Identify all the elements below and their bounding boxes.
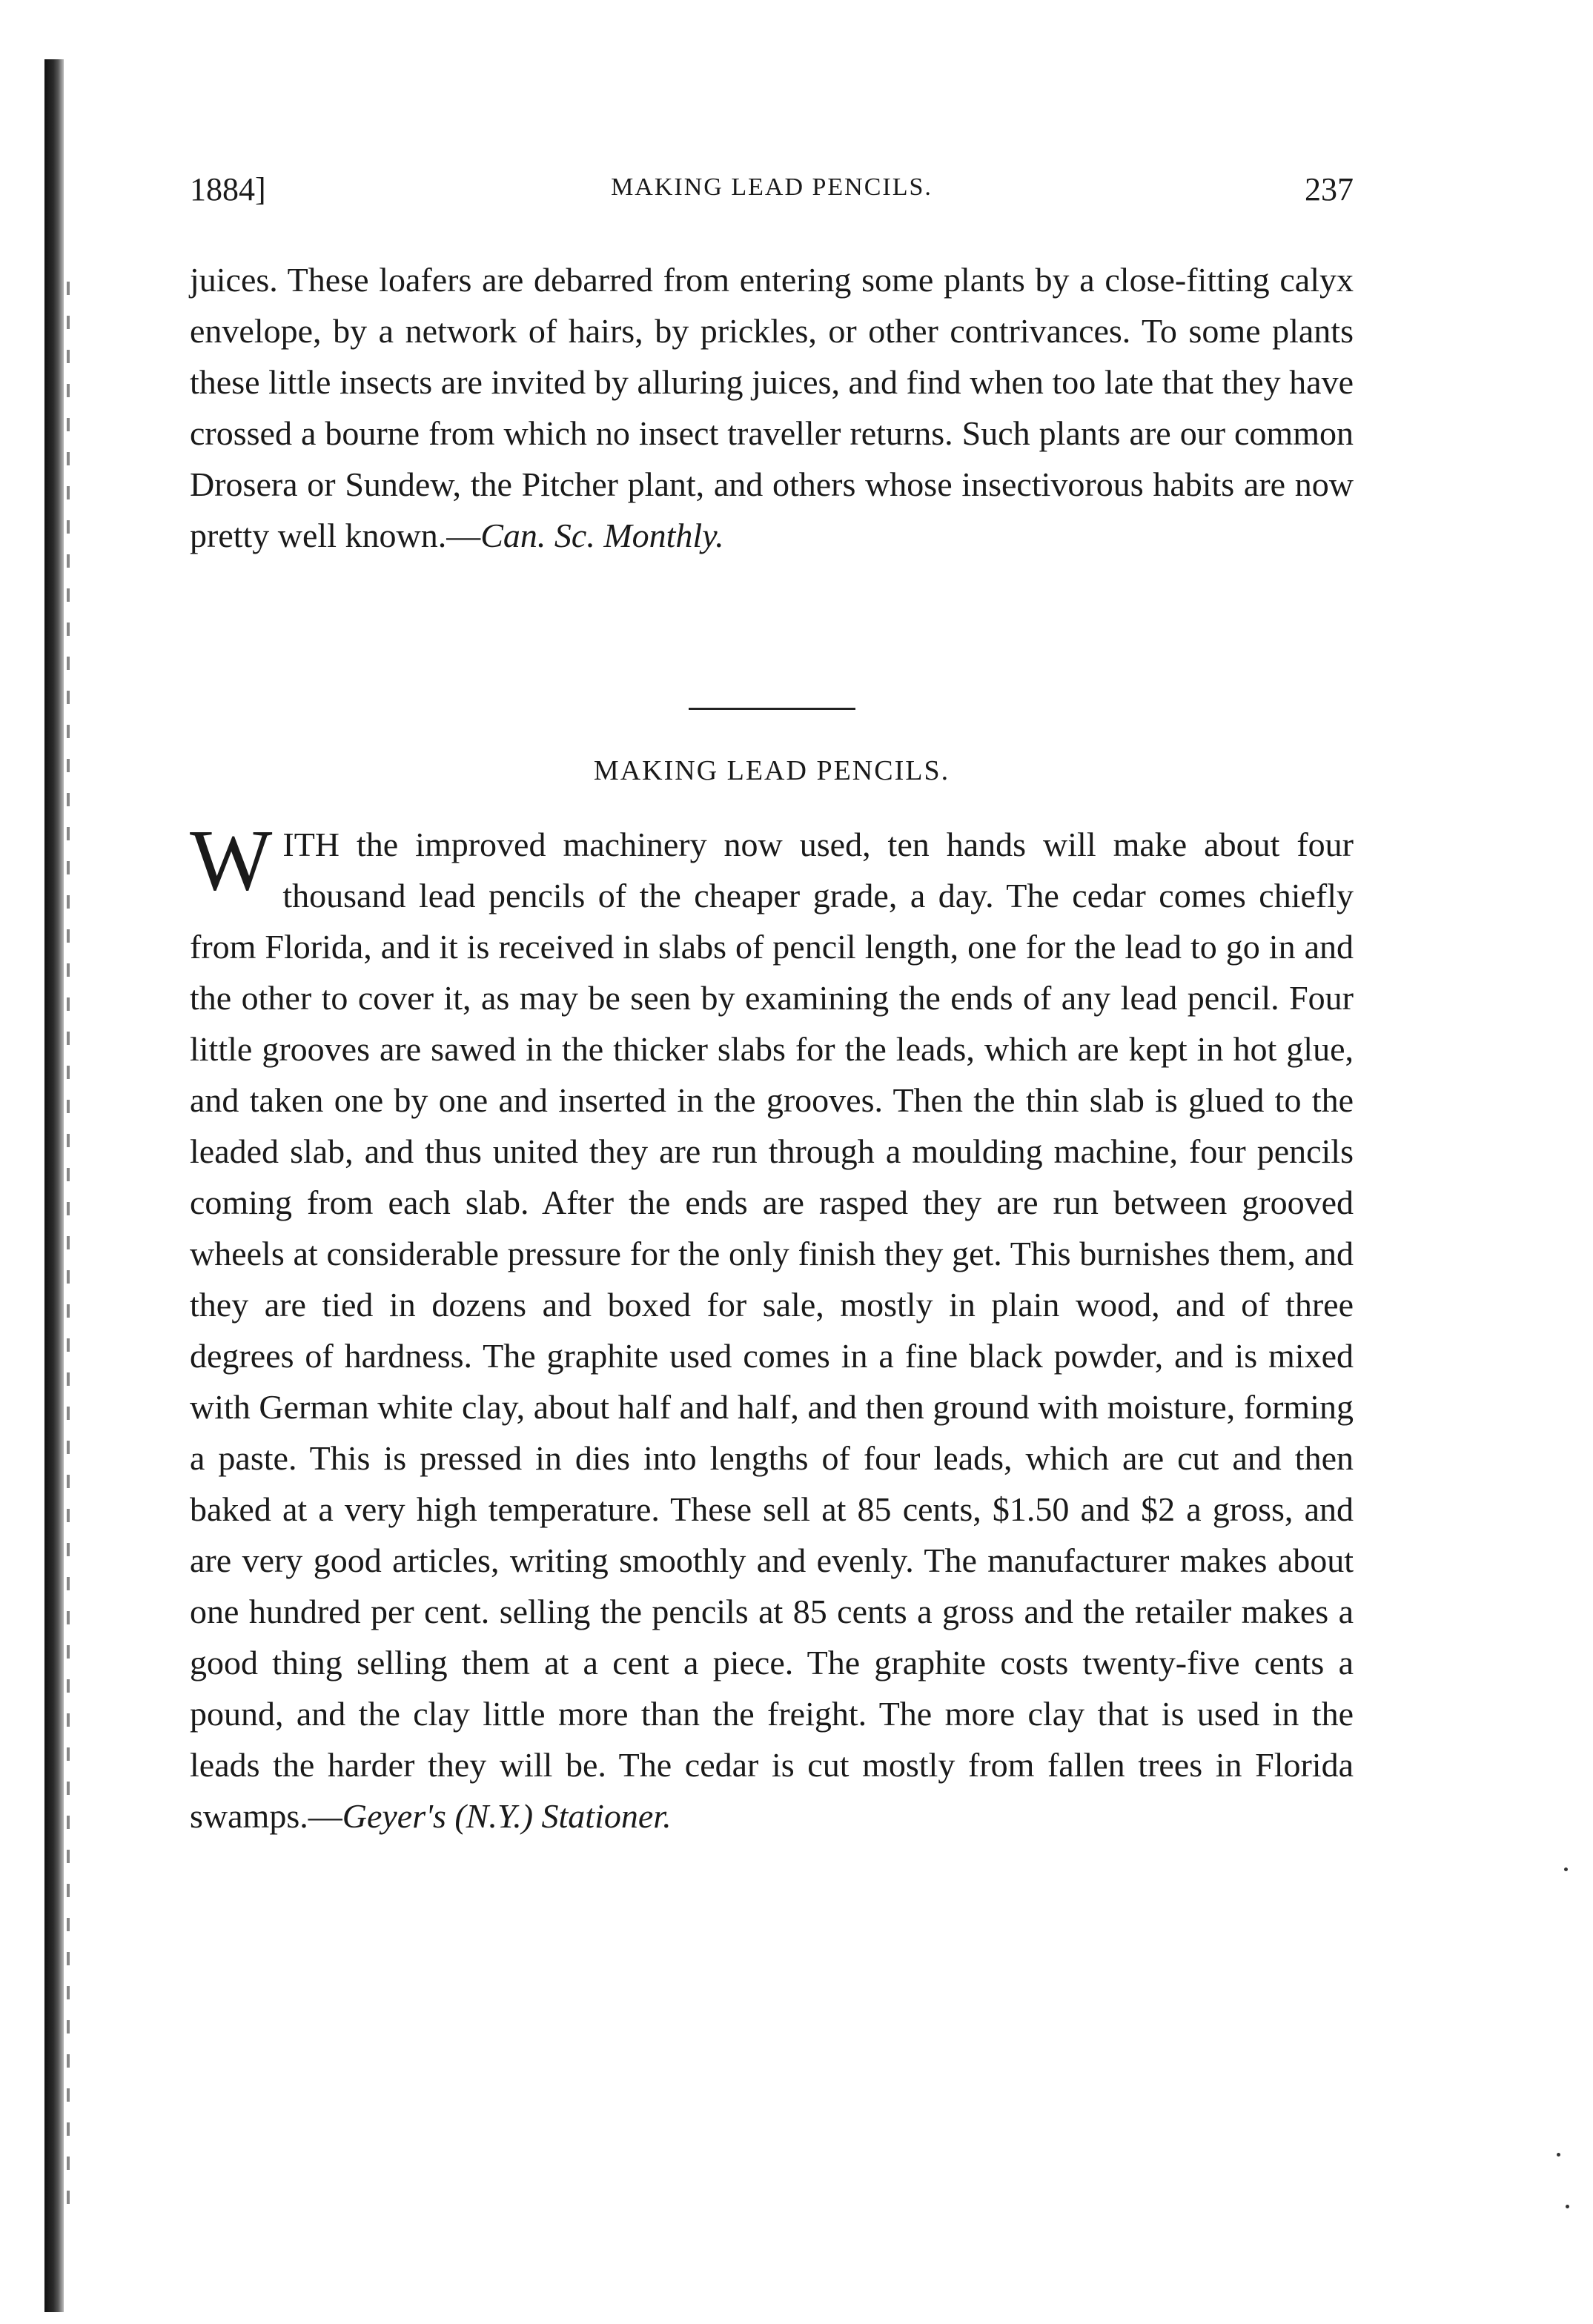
drop-cap: W	[190, 811, 273, 909]
article-text: ITH the improved machinery now used, ten hands will make about four thousand lead pencils of the cheaper grade, a day. The cedar comes chiefly from Florida, and it is received in slabs of pencil length, one for the lead to go in and the other to cover it, as may be seen by examining the ends of any lead pencil. Four little grooves are sawed in the thicker slabs for the leads, which are kept in hot glue, and taken one by one and inserted in the grooves. Then the thin slab is glued to the leaded slab, and thus united they are run through a moulding machine, four pencils coming from each slab. After the ends are rasped they are run between grooved wheels at considerable pressure for the only finish they get. This burnishes them, and they are tied in dozens and boxed for sale, mostly in plain wood, and of three degrees of hardness. The graphite used comes in a fine black powder, and is mixed with German white clay, about half and half, and then ground with moisture, forming a paste. This is pressed in dies into lengths of four leads, which are cut and then baked at a very high temperature. These sell at 85 cents, $1.50 and $2 a gross, and are very good articles, writing smoothly and evenly. The manufacturer makes about one hundred per cent. selling the pencils at 85 cents a gross and the retailer makes a good thing selling them at a cent a piece. The graphite costs twenty-five cents a pound, and the clay little more than the freight. The more clay that is used in the leads the harder they will be. The cedar is cut mostly from fallen trees in Florida swamps.—	[190, 826, 1354, 1835]
article-body	[190, 811, 1354, 1842]
running-title: MAKING LEAD PENCILS.	[611, 173, 933, 201]
page-number: 237	[1305, 171, 1354, 208]
binding-edge	[44, 59, 64, 2312]
running-head	[190, 170, 1354, 215]
continued-article	[190, 254, 1354, 561]
continued-paragraph	[190, 254, 1354, 561]
section-divider	[689, 708, 855, 710]
article-citation: Geyer's (N.Y.) Stationer.	[342, 1797, 672, 1835]
margin-speck	[1557, 2153, 1560, 2157]
continued-citation: Can. Sc. Monthly.	[480, 517, 724, 554]
header-year: 1884]	[190, 171, 266, 208]
margin-speck	[1564, 1868, 1568, 1871]
continued-text: juices. These loafers are debarred from entering some plants by a close-fitting calyx envelope, by a network of hairs, by prickles, or other contrivances. To some plants these little insects are invited by alluring juices, and find when too late that they have crossed a bourne from which no insect traveller returns. Such plants are our common Drosera or Sundew, the Pitcher plant, and others whose insectivorous habits are now pretty well known.—	[190, 261, 1354, 554]
margin-speck	[1566, 2205, 1569, 2208]
article-paragraph	[190, 811, 1354, 1842]
article-title: MAKING LEAD PENCILS.	[593, 755, 950, 786]
